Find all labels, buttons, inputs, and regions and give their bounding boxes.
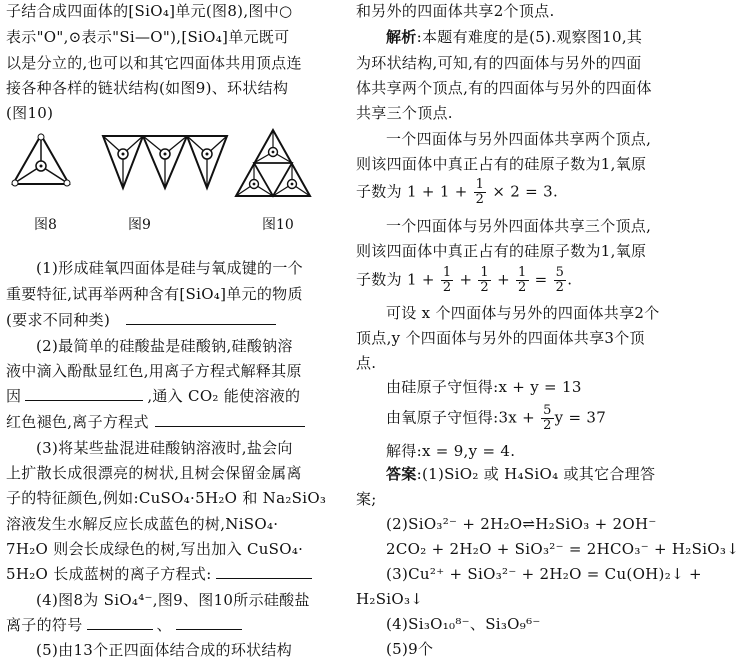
figure-10-ring: [234, 128, 312, 200]
p3-line-1: 一个四面体与另外四面体共享三个顶点,: [386, 217, 652, 235]
answer-4: (4)Si₃O₁₀⁸⁻、Si₃O₉⁶⁻: [386, 615, 541, 633]
q4-symbol-label: 离子的符号: [6, 616, 83, 634]
intro-line-1: 子结合成四面体的[SiO₄]单元(图8),图中○: [6, 2, 293, 20]
analysis-line-2: 为环状结构,可知,有的四面体与另外的四面: [356, 54, 642, 72]
q2-cause-label: 因: [6, 387, 22, 405]
q1-line-1: (1)形成硅氧四面体是硅与氧成键的一个: [36, 259, 303, 277]
p4-line-1: 可设 x 个四面体与另外的四面体共享2个: [386, 304, 660, 322]
q4-blank-2: [176, 615, 242, 630]
answer-text-1: :(1)SiO₂ 或 H₄SiO₄ 或其它合理答: [416, 465, 656, 483]
answer-3: (3)Cu²⁺ + SiO₃²⁻ + 2H₂O = Cu(OH)₂↓ +: [386, 565, 702, 583]
plus-sign: +: [492, 270, 516, 289]
q3-answer-blank: [216, 564, 312, 579]
q3-line-5: 7H₂O 则会长成绿色的树,写出加入 CuSO₄·: [6, 540, 304, 558]
fraction-numerator: 1: [480, 265, 489, 280]
q5-line-1: (5)由13个正四面体结合成的环状结构: [36, 641, 293, 659]
q2-line-3: [6, 385, 300, 407]
fraction-numerator: 1: [518, 265, 527, 280]
q2-equation-blank: [155, 412, 305, 427]
q3-line-1: (3)将某些盐混进硅酸钠溶液时,盐会向: [36, 439, 293, 457]
figure-9-chain: [101, 132, 231, 194]
fraction-five-halves: [554, 266, 567, 295]
equals-sign: =: [529, 270, 553, 289]
analysis-line-3: 体共享两个顶点,有的四面体与另外的四面体: [356, 79, 652, 97]
analysis-text-1: :本题有难度的是(5).观察图10,其: [416, 28, 643, 46]
answer-label: 答案: [386, 465, 417, 483]
fraction-numerator: 5: [555, 265, 565, 280]
answer-line-2: 案;: [356, 490, 377, 508]
p2-line-2: 则该四面体中真正占有的硅原子数为1,氧原: [356, 155, 647, 173]
fraction-half: [516, 266, 529, 295]
q2-equation-label: 红色褪色,离子方程式: [6, 413, 149, 431]
q3-line-4: 溶液发生水解反应长成蓝色的树,NiSO₄·: [6, 515, 279, 533]
silicon-conservation: 由硅原子守恒得:x + y = 13: [386, 378, 582, 396]
fraction-half: [441, 266, 454, 295]
p3-expr-start: 子数为 1 +: [356, 270, 440, 289]
solution-line: 解得:x = 9,y = 4.: [386, 442, 516, 460]
answer-2b: 2CO₂ + 2H₂O + SiO₃²⁻ = 2HCO₃⁻ + H₂SiO₃↓: [386, 540, 739, 558]
q2-co2-text: ,通入 CO₂ 能使溶液的: [147, 387, 301, 405]
p2-line-3: [356, 178, 558, 207]
q5-line-1-wrap: [6, 639, 292, 661]
oxygen-eq-start: 由氧原子守恒得:3x +: [386, 408, 541, 427]
fraction-half: [478, 266, 491, 295]
intro-line-2: 表示"O",⊙表示"Si—O"),[SiO₄]单元既可: [6, 28, 290, 46]
fraction-denominator: 2: [555, 280, 565, 295]
q3-equation-label: 5H₂O 长成蓝树的离子方程式:: [6, 565, 212, 583]
q4-separator: 、: [156, 616, 172, 634]
q3-line-2: 上扩散长成很漂亮的树状,且树会保留金属离: [6, 464, 302, 482]
fraction-denominator: 2: [543, 418, 552, 433]
fraction-denominator: 2: [475, 192, 485, 207]
fraction-denominator: 2: [442, 280, 452, 295]
q4-line-1: (4)图8为 SiO₄⁴⁻,图9、图10所示硅酸盐: [36, 591, 310, 609]
q1-line-3: [6, 309, 276, 331]
intro-line-3: 以是分立的,也可以和其它四面体共用顶点连: [6, 54, 302, 72]
p2-expr-end: × 2 = 3.: [487, 182, 559, 201]
analysis-label: 解析: [386, 28, 417, 46]
fraction-half: [474, 178, 487, 207]
figure-10-caption: 图10: [262, 217, 294, 233]
q1-line-2: 重要特征,试再举两种含有[SiO₄]单元的物质: [6, 285, 303, 303]
p4-line-2: 顶点,y 个四面体与另外的四面体共享3个顶: [356, 329, 645, 347]
q2-line-1: (2)最简单的硅酸盐是硅酸钠,硅酸钠溶: [36, 337, 293, 355]
q2-cause-blank: [25, 386, 143, 401]
q2-line-2: 液中滴入酚酞显红色,用离子方程式解释其原: [6, 362, 302, 380]
intro-line-5: (图10): [6, 104, 54, 122]
fraction-denominator: 2: [518, 280, 527, 295]
analysis-line-4: 共享三个顶点.: [356, 104, 453, 122]
q3-line-6: [6, 563, 312, 585]
answer-5: (5)9个: [386, 640, 434, 658]
fraction-denominator: 2: [480, 280, 489, 295]
answer-2: (2)SiO₃²⁻ + 2H₂O⇌H₂SiO₃ + 2OH⁻: [386, 515, 657, 533]
fraction-numerator: 1: [475, 177, 485, 192]
answer-3b: H₂SiO₃↓: [356, 590, 424, 608]
p4-line-3: 点.: [356, 354, 377, 372]
p2-expr-start: 子数为 1 + 1 +: [356, 182, 473, 201]
p3-line-3: [356, 266, 572, 295]
intro-line-4: 接各种各样的链状结构(如图9)、环状结构: [6, 79, 289, 97]
q4-blank-1: [87, 615, 153, 630]
q1-line-3-text: (要求不同种类): [6, 311, 111, 329]
plus-sign: +: [454, 270, 478, 289]
figure-8-tetrahedron: [10, 132, 72, 188]
q2-line-4: [6, 411, 305, 433]
figure-9-caption: 图9: [128, 217, 151, 233]
right-line-0: 和另外的四面体共享2个顶点.: [356, 2, 555, 20]
fraction-numerator: 5: [543, 403, 552, 418]
period: .: [567, 270, 573, 289]
p3-line-2: 则该四面体中真正占有的硅原子数为1,氧原: [356, 242, 647, 260]
fraction-numerator: 1: [442, 265, 452, 280]
figure-8-caption: 图8: [34, 217, 57, 233]
analysis-line-1: [386, 26, 642, 48]
answer-line-1: [386, 463, 655, 485]
oxygen-conservation: [386, 404, 606, 433]
oxygen-eq-end: y = 37: [554, 408, 607, 427]
q1-answer-blank: [126, 310, 276, 325]
q4-line-2: [6, 614, 242, 636]
p2-line-1: 一个四面体与另外四面体共享两个顶点,: [386, 130, 652, 148]
q3-line-3: 子的特征颜色,例如:CuSO₄·5H₂O 和 Na₂SiO₃: [6, 489, 327, 507]
fraction-five-halves: [541, 404, 554, 433]
